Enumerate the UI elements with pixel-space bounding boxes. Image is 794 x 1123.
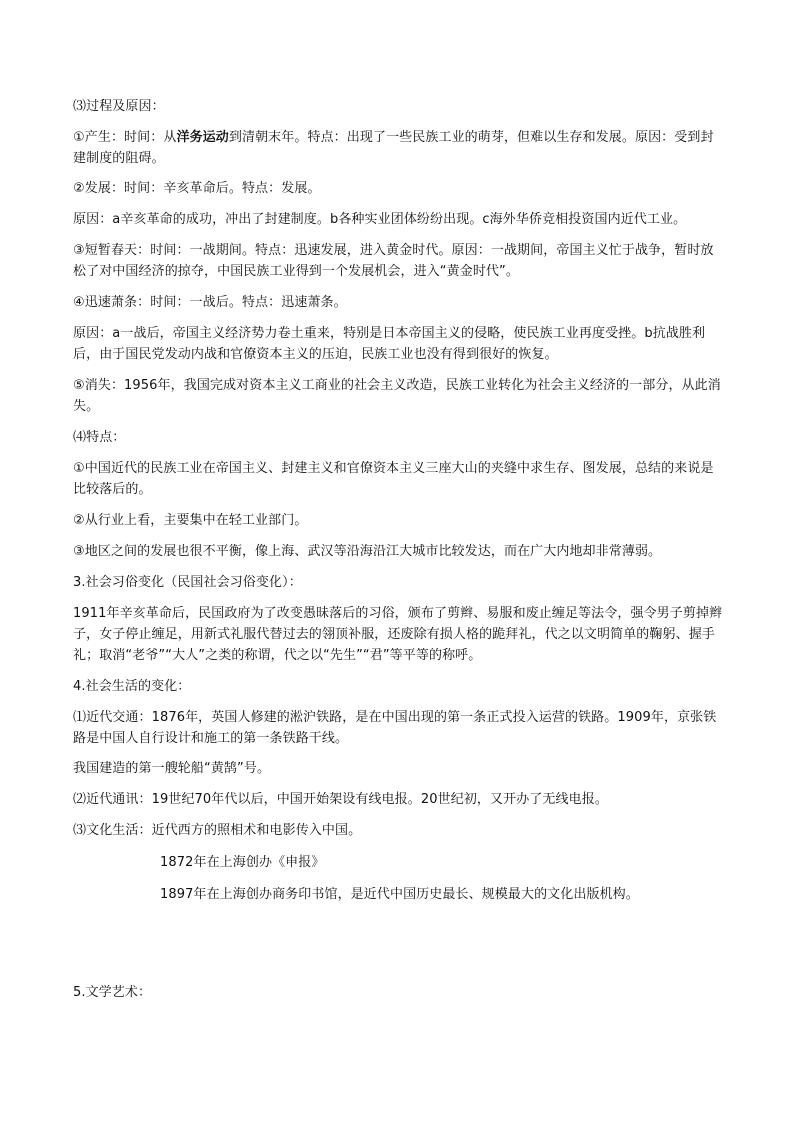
paragraph-commercial-press: 1897年在上海创办商务印书馆，是近代中国历史最长、规模最大的文化出版机构。 (160, 887, 639, 902)
paragraph-culture: ⑶文化生活：近代西方的照相术和电影传入中国。 (73, 823, 362, 838)
paragraph-development-reason: 原因：a辛亥革命的成功，冲出了封建制度。b各种实业团体纷纷出现。c海外华侨竞相投资国内近代工业。 (73, 212, 687, 227)
text-emergence-bold: 洋务运动 (176, 130, 229, 145)
paragraph-emergence (73, 127, 723, 169)
paragraph-feature-1: ①中国近代的民族工业在帝国主义、封建主义和官僚资本主义三座大山的夹缝中求生存、图发展，总结的来说是比较落后的。 (73, 461, 714, 497)
paragraph-feature-3: ③地区之间的发展也很不平衡，像上海、武汉等沿海沿江大城市比较发达，而在广大内地却非常薄弱。 (73, 544, 662, 559)
paragraph-development: ②发展：时间：辛亥革命后。特点：发展。 (73, 181, 321, 196)
section-heading-literature: 5.文学艺术： (73, 985, 152, 1000)
paragraph-depression-reason: 原因：a一战后，帝国主义经济势力卷土重来，特别是日本帝国主义的侵略，使民族工业再度受挫。b抗战胜利后，由于国民党发动内战和官僚资本主义的压迫，民族工业也没有得到很好的恢复。 (73, 326, 706, 362)
paragraph-steamship: 我国建造的第一艘轮船“黄鹄”号。 (73, 761, 271, 776)
paragraph-shenbao: 1872年在上海创办《申报》 (160, 855, 325, 870)
paragraph-transport: ⑴近代交通：1876年，英国人修建的淞沪铁路，是在中国出现的第一条正式投入运营的铁路。1909年，京张铁路是中国人自行设计和施工的第一条铁路干线。 (73, 710, 717, 746)
section-heading-process: ⑶过程及原因： (73, 99, 165, 114)
paragraph-telecom: ⑵近代通讯：19世纪70年代以后，中国开始架设有线电报。20世纪初，又开办了无线电报。 (73, 792, 608, 807)
section-heading-social-life: 4.社会生活的变化： (73, 679, 191, 694)
text-emergence-a: ①产生：时间：从 (73, 130, 177, 145)
paragraph-disappearance: ⑤消失：1956年，我国完成对资本主义工商业的社会主义改造，民族工业转化为社会主义经济的一部分，从此消失。 (73, 378, 721, 414)
paragraph-rapid-depression: ④迅速萧条：时间：一战后。特点：迅速萧条。 (73, 295, 347, 310)
text-emergence-c: 到清朝末年。特点：出现了一些民族工业的萌芽，但难以生存和发展。原因：受到封建制度的阻碍。 (73, 130, 714, 166)
paragraph-customs: 1911年辛亥革命后，民国政府为了改变愚昧落后的习俗，颁布了剪辫、易服和废止缠足等法令，强令男子剪掉辫子，女子停止缠足，用新式礼服代替过去的翎顶补服，还废除有损人格的跪拜礼，代之以文明简单的鞠躬、握手礼；取消“老爷”“大人”之类的称谓，代之以“先生”“君”等平等的称呼。 (73, 606, 723, 663)
section-heading-customs: 3.社会习俗变化（民国社会习俗变化）： (73, 575, 302, 590)
paragraph-brief-spring: ③短暂春天：时间：一战期间。特点：迅速发展，进入黄金时代。原因：一战期间，帝国主义忙于战争，暂时放松了对中国经济的掠夺，中国民族工业得到一个发展机会，进入“黄金时代”。 (73, 243, 714, 279)
paragraph-feature-2: ②从行业上看，主要集中在轻工业部门。 (73, 513, 308, 528)
section-heading-features: ⑷特点： (73, 430, 126, 445)
